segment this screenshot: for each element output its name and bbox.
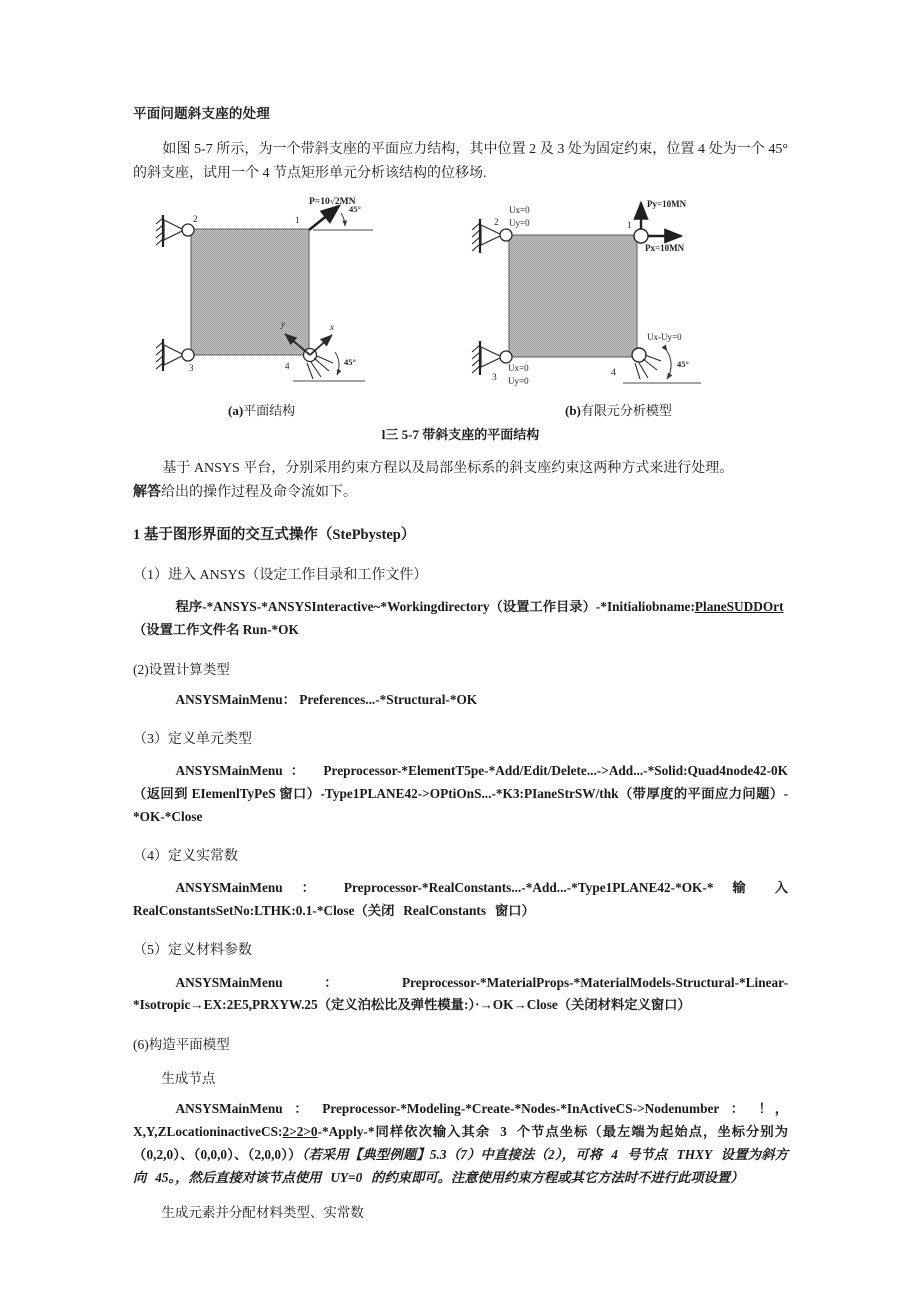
step-1-heading: （1）进入 ANSYS（设定工作目录和工作文件） [133, 567, 428, 583]
node-label-3-b: 3 [492, 373, 497, 384]
approach-paragraph [133, 457, 788, 504]
step-3-command: ANSYSMainMenu： Preprocessor-*ElementT5pe-*Add/Edit/Delete...->Add...-*Solid:Quad4node42-0K（返回到 EIemenlTyPeS 窗口）-Type1PLANE42->OPtiOnS...-*K3:PIaneStrSW/thk（带厚度的平面应力问题）-*OK-*Close [133, 763, 788, 825]
step-1-command-text: 程序-*ANSYS-*ANSYSInteractive~*Workingdirectory（设置工作目录）-*Initialiobname: [175, 598, 695, 614]
load-label-py-b: Py=10MN [647, 199, 687, 210]
figure-caption-b-label: (b) [565, 403, 581, 419]
panel-b [472, 199, 701, 386]
step-2-heading: (2)设置计算类型 [133, 661, 230, 677]
step-6-sublabel-1: 生成节点 [161, 1070, 216, 1086]
step-1-command-line2: （设置工作文件名 Run-*OK [133, 621, 299, 637]
step-6-command [133, 1098, 788, 1189]
answer-label: 解答 [133, 484, 161, 500]
angle-arc-a-bottom [335, 352, 339, 375]
figure-captions [133, 400, 788, 444]
bc-node-2-ux-b: Ux=0 [509, 205, 530, 216]
step-5-heading: （5）定义材料参数 [133, 943, 252, 959]
answer-text: 给出的操作过程及命令流如下。 [161, 484, 357, 500]
plate-body-a [191, 229, 309, 355]
figure-caption-a-label: (a) [228, 403, 244, 419]
approach-text-1: 基于 ANSYS 平台，分别采用约束方程以及局部坐标系的斜支座约束这两种方式来进行处理。 [162, 461, 734, 477]
angle-label-a-bottom: 45° [344, 357, 356, 368]
local-axis-x-label-a: x [330, 322, 334, 333]
step-4-heading: （4）定义实常数 [133, 849, 238, 865]
figure-caption-a-text: 平面结构 [243, 403, 296, 419]
node-label-2-b: 2 [494, 218, 499, 229]
load-arrow-a [309, 206, 339, 230]
node-label-3-a: 3 [189, 363, 194, 374]
section-1-heading: 1 基于图形界面的交互式操作（StePbystep） [133, 527, 416, 544]
panel-a [156, 196, 373, 381]
node-label-4-a: 4 [285, 361, 290, 372]
angle-label-b: 45° [677, 359, 689, 370]
support-node-2-a [156, 215, 194, 247]
figure-caption-a [228, 400, 295, 419]
node-circle-1-b [634, 229, 648, 243]
figure-svg [133, 195, 788, 400]
step-1-command-underlined: PlaneSUDDOrt [694, 598, 784, 614]
plate-body-b [509, 235, 637, 357]
bc-node-2-uy-b: Uy=0 [509, 218, 530, 229]
support-node-2-b [472, 219, 512, 253]
figure-5-7 [133, 195, 788, 443]
step-2-command: ANSYSMainMenu： Preferences...-*Structural-*OK [175, 692, 478, 708]
node-label-4-b: 4 [611, 368, 616, 379]
angle-arc-b [667, 351, 671, 379]
step-1-command [133, 596, 788, 619]
angle-label-a-top: 45° [349, 204, 361, 215]
load-label-a: P=10√2MN [309, 197, 356, 208]
step-4-command: ANSYSMainMenu ： Preprocessor-*RealConstants...-*Add...-*Type1PLANE42-*OK-* 输 入 RealConstantsSetNo:LTHK:0.1-*Close（关闭 RealConstants 窗口） [133, 880, 788, 919]
figure-caption-b-text: 有限元分析模型 [580, 403, 672, 419]
page-title: 平面问题斜支座的处理 [133, 106, 270, 121]
bc-node-3-ux-b: Ux=0 [508, 363, 529, 374]
document-content [133, 0, 788, 1223]
step-6-heading: (6)构造平面模型 [133, 1037, 230, 1053]
step-6-command-note: （若采用【典型例题】5.3（7）中直接法（2），可将 4 号节点 THXY 设置为斜方向 45。，然后直接对该节点使用 UY=0 的约束即可。注意使用约束方程或其它方法时不进行此项设置） [133, 1147, 789, 1186]
step-6-command-text: ANSYSMainMenu ： Preprocessor-*Modeling-*Create-*Nodes-*InActiveCS->Nodenumber ： ！， X,Y,ZLocationinactiveCS: [133, 1101, 788, 1140]
step-6-command-underlined: 2>2>0 [282, 1124, 318, 1140]
skew-support-node-4-b [623, 348, 701, 383]
node-label-2-a: 2 [193, 214, 198, 225]
figure-caption-b [565, 400, 672, 419]
local-axis-y-label-a: y [281, 319, 285, 330]
step-5-command: ANSYSMainMenu ： Preprocessor-*MaterialProps-*MaterialModels-Structural-*Linear-*Isotropic→EX:2E5,PRXYW.25（定义泊松比及弹性模量:）·→OK→Close（关闭材料定义窗口） [133, 974, 788, 1013]
load-label-px-b: Px=10MN [645, 243, 685, 254]
intro-paragraph: 如图 5-7 所示，为一个带斜支座的平面应力结构，其中位置 2 及 3 处为固定约束，位置 4 处为一个 45°的斜支座，试用一个 4 节点矩形单元分析该结构的位移场. [133, 142, 788, 181]
node-label-1-b: 1 [627, 221, 632, 232]
node-label-1-a: 1 [295, 215, 300, 226]
step-3-heading: （3）定义单元类型 [133, 732, 252, 748]
step-6-command-text-b: -*Apply-*同样依次输入其余 3 个节点坐标（最左端为起始点，坐标分别为（0,2,0）、（0,0,0）、（2,0,0）） [133, 1124, 788, 1163]
support-node-3-b [472, 341, 512, 375]
local-axis-x-a [310, 335, 332, 355]
bc-node-3-uy-b: Uy=0 [508, 376, 529, 387]
figure-caption-main: l三 5-7 带斜支座的平面结构 [381, 427, 540, 443]
bc-node-4-b: Ux-Uy=0 [647, 332, 682, 343]
step-6-sublabel-2: 生成元素并分配材料类型、实常数 [161, 1204, 364, 1220]
angle-arc-a-top [341, 213, 345, 226]
